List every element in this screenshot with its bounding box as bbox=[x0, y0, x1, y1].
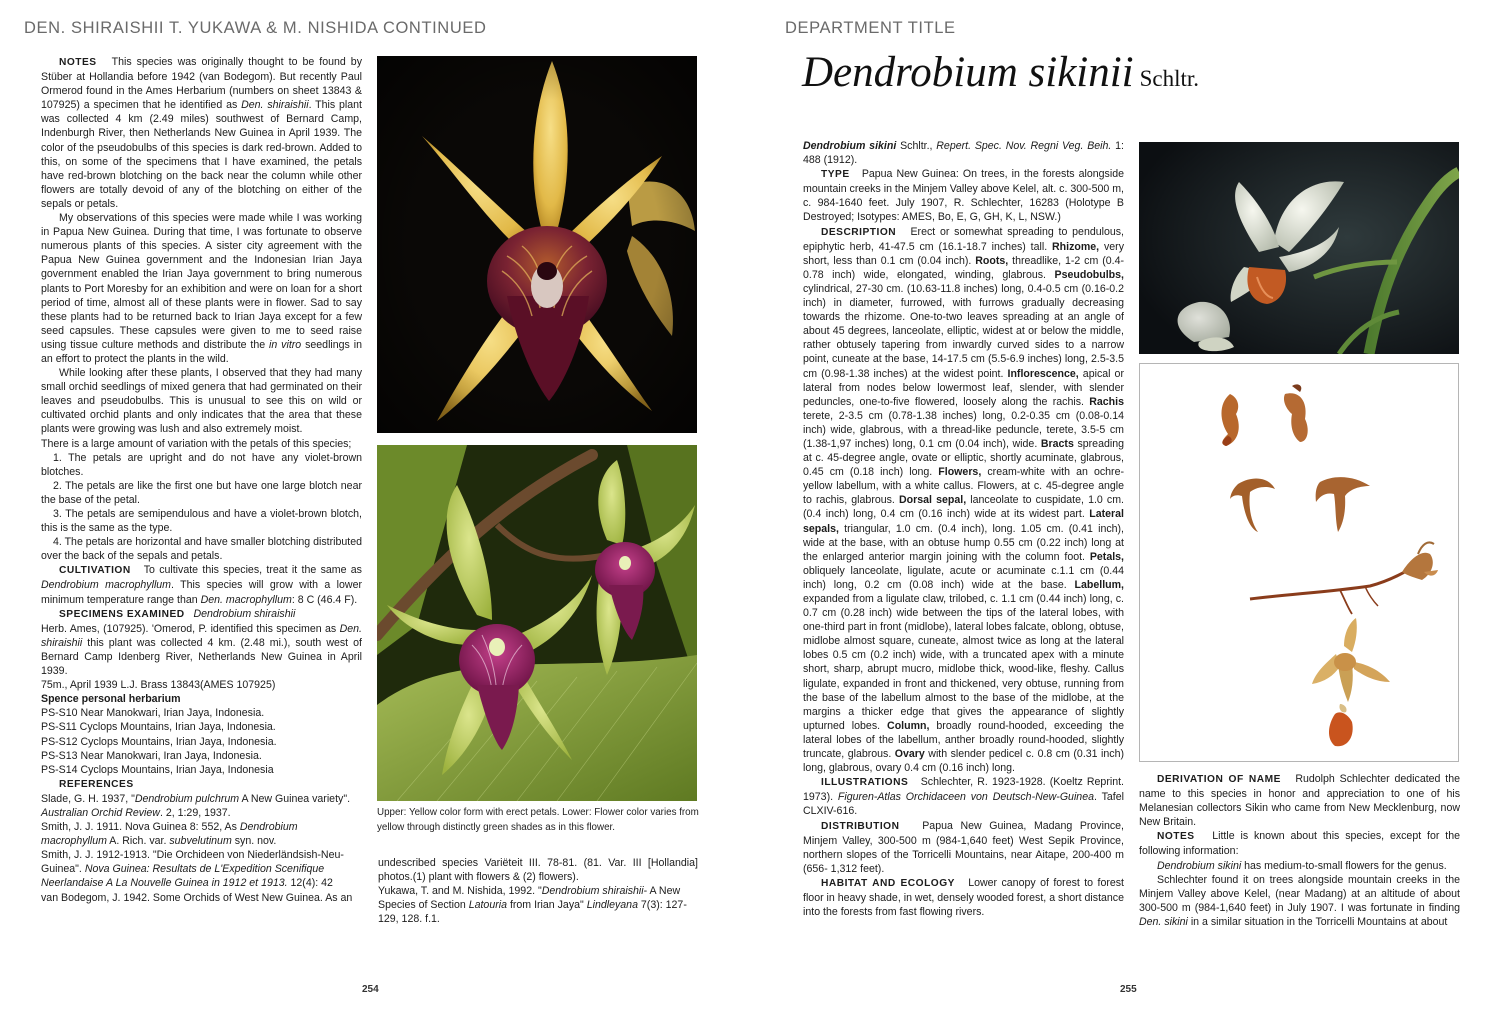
notes-paragraph-2: My observations of this species were made while I was working in Papua New Guinea. During that time, I was fortunate to observe numerous plants of this species. A sister city agreement with the Papua New Guinea government and the Indonesian Irian Jaya government enabled the Irian Jaya government to bring numerous plants to Port Moresby for an exhibition and were on loan for a short period of time, almost all of these plants were in flower. Sad to say these plants had to be returned back to Irian Jaya except for a few seed capsules. These capsules were given to me to seed raise using tissue culture methods and distribute the in vitro seedlings in an effort to protect the plants in the wild. bbox=[41, 212, 362, 365]
notes-paragraph: NOTES Little is known about this species, except for the following information: bbox=[1139, 830, 1460, 858]
notes-paragraph-3: Schlechter found it on trees alongside mountain creeks in the Minjem Valley above Kelel, (near Madang) at an altitude of about 300-500 m (984-1,640 feet) in July 1907. I was fortunate in finding Den. sikini in a similar situation in the Torricelli Mountains at about bbox=[1139, 873, 1460, 928]
distribution-paragraph: DISTRIBUTION Papua New Guinea, Madang Province, Minjem Valley, 300-500 m (984-1,640 feet) West Sepik Province, northern slopes of the Torricelli Mountains, near Aitape, 200-400 m (656- 1,312 feet). bbox=[803, 819, 1124, 875]
spence-item: PS-S13 Near Manokwari, Iran Jaya, Indonesia. bbox=[41, 749, 262, 762]
notes-paragraph-2: Dendrobium sikini has medium-to-small flowers for the genus. bbox=[1157, 859, 1447, 872]
habitat-paragraph: HABITAT AND ECOLOGY Lower canopy of forest to forest floor in heavy shade, in wet, densely wooded forest, a short distance into the forests from fast flowing rivers. bbox=[803, 876, 1124, 919]
reference-continued: undescribed species Variëteit III. 78-81. (81. Var. III [Hollandia] photos.(1) plant with flowers & (2) flowers). bbox=[378, 857, 698, 884]
specimens-paragraph: Herb. Ames, (107925). 'Omerod, P. identified this specimen as Den. shiraishii this plant was collected 4 km. (2.48 mi.), south west of Bernard Camp Idenberg River, Netherlands New Guinea in April 1939. bbox=[41, 622, 362, 678]
sikinii-flower-photo bbox=[1139, 142, 1459, 354]
spence-item: PS-S10 Near Manokwari, Irian Jaya, Indonesia. bbox=[41, 707, 265, 720]
variation-item: 2. The petals are like the first one but have one large blotch near the base of the petal. bbox=[41, 479, 362, 506]
reference-item: Yukawa, T. and M. Nishida, 1992. "Dendrobium shiraishii- A New Species of Section Latouria from Irian Jaya" Lindleyana 7(3): 127-129, 128. f.1. bbox=[378, 885, 687, 926]
reference-item: van Bodegom, J. 1942. Some Orchids of West New Guinea. As an bbox=[41, 891, 353, 904]
yellow-orchid-illustration bbox=[377, 56, 697, 433]
running-head-left: DEN. SHIRAISHII T. YUKAWA & M. NISHIDA CONTINUED bbox=[24, 19, 487, 37]
variation-item: 1. The petals are upright and do not have any violet-brown blotches. bbox=[41, 451, 362, 478]
derivation-paragraph: DERIVATION OF NAME Rudolph Schlechter dedicated the name to this species in honor and appreciation to one of his Melanesian collectors Sikin who came from New Mecklenburg, now New Britain. bbox=[1139, 773, 1460, 829]
notes-paragraph-4: There is a large amount of variation with the petals of this species; bbox=[41, 437, 352, 450]
green-orchid-photo bbox=[377, 445, 697, 801]
cultivation-paragraph: CULTIVATION To cultivate this species, treat it the same as Dendrobium macrophyllum. This species will grow with a lower minimum temperature range than Den. macrophyllum: 8 C (46.4 F). bbox=[41, 564, 362, 606]
variation-item: 4. The petals are horizontal and have smaller blotching distributed over the back of the sepals and petals. bbox=[41, 536, 362, 563]
yellow-orchid-photo bbox=[377, 56, 697, 433]
herbarium-specimen-plate bbox=[1139, 363, 1459, 762]
spence-heading: Spence personal herbarium bbox=[41, 693, 181, 706]
left-continued-column bbox=[378, 856, 698, 926]
right-lower-column bbox=[1139, 772, 1460, 929]
specimens-brass: 75m., April 1939 L.J. Brass 13843(AMES 107925) bbox=[41, 679, 276, 692]
green-orchid-illustration bbox=[377, 445, 697, 801]
species-title bbox=[802, 48, 1199, 97]
notes-paragraph-3: While looking after these plants, I observed that they had many small orchid seedlings of mixed genera that had germinated on their leaves and pseudobulbs. This is unusual to see this on wild or cultivated orchid plants and only indicates that the area that these plants were growing was lush and also extremely moist. bbox=[41, 367, 362, 436]
right-text-column bbox=[803, 139, 1124, 919]
spence-item: PS-S14 Cyclops Mountains, Irian Jaya, Indonesia bbox=[41, 763, 274, 776]
variation-item: 3. The petals are semipendulous and have a violet-brown blotch, this is the same as the type. bbox=[41, 508, 362, 535]
synonym-paragraph: Dendrobium sikini Schltr., Repert. Spec. Nov. Regni Veg. Beih. 1: 488 (1912). bbox=[803, 140, 1124, 167]
reference-item: Smith, J. J. 1912-1913. "Die Orchideen von Niederländsish-Neu-Guinea". Nova Guinea: Resultats de L'Expedition Scenifique Neerlandaise A La Nouvelle Guinea in 1912 et 1913. 12(4): 42 bbox=[41, 849, 344, 890]
left-text-column bbox=[41, 55, 362, 905]
page-number-right: 255 bbox=[1120, 984, 1137, 995]
notes-paragraph-1: NOTES This species was originally thought to be found by Stüber at Hollandia before 1942 (van Bodegom). But recently Paul Ormerod found in the Ames Herbarium (numbers on sheet 13843 & 107925) a specimen that he identified as Den. shiraishii. This plant was collected 4 km (2.49 miles) southwest of Bernard Camp, Indenburgh River, then Netherlands New Guinea in April 1939. The color of the pseudobulbs of this species is dark red-brown. Added to this, on some of the specimens that I have examined, the petals have red-brown blotching on the back near the column while other flowers are totally devoid of any of the blotching on either of the sepals or petals. bbox=[41, 56, 362, 210]
right-page bbox=[750, 0, 1500, 1020]
spence-item: PS-S12 Cyclops Mountains, Irian Jaya, Indonesia. bbox=[41, 735, 277, 748]
type-paragraph: TYPE Papua New Guinea: On trees, in the forests alongside mountain creeks in the Minjem Valley above Kelel, alt. c. 300-500 m, c. 984-1640 feet. July 1907, R. Schlechter, 16283 (Holotype B Destroyed; Isotypes: AMES, Bo, E, G, GH, K, L, NSW.) bbox=[803, 168, 1124, 224]
species-name: Dendrobium sikinii bbox=[802, 49, 1134, 96]
spence-item: PS-S11 Cyclops Mountains, Irian Jaya, Indonesia. bbox=[41, 721, 276, 734]
running-head-right: DEPARTMENT TITLE bbox=[785, 19, 956, 37]
reference-item: Slade, G. H. 1937, "Dendrobium pulchrum A New Guinea variety". Australian Orchid Review. 2, 1:29, 1937. bbox=[41, 792, 351, 819]
notes-heading: NOTES bbox=[59, 57, 97, 68]
description-paragraph: DESCRIPTION Erect or somewhat spreading to pendulous, epiphytic herb, 41-47.5 cm (16.1-18.7 inches) tall. Rhizome, very short, less than 0.1 cm (0.04 inch). Roots, threadlike, 1-2 cm (0.4- 0.78 inch) wide, elongated, winding, glabrous. Pseudobulbs, cylindrical, 27-30 cm. (10.63-11.8 inches) long, 0.4-0.5 cm (0.16-0.2 inch) in diameter, furrowed, with furrows gradually decreasing towards the rhizome. One-to-two leaves spreading at an angle of about 45 degrees, lanceolate, elliptic, widest at or below the middle, rather obtusely tapering from inwardly curved sides to a narrow point, cuneate at the base, 14-17.5 cm (5.5-6.9 inches) long, 2.5-3.5 cm (0.98-1.38 inches) at the widest point. Inflorescence, apical or lateral from nodes below lowermost leaf, slender, with slender peduncles, one-to-five flowered, loosely along the rachis. Rachis terete, 2-3.5 cm (0.78-1.38 inches) long, 0.2-0.35 cm (0.08-0.14 inch) wide, glabrous, with a thread-like peduncle, terete, 3.5-5 cm (1.38-1,97 inches) long, 0.1 cm (0.04 inch), wide. Bracts spreading at c. 45-degree angle, ovate or elliptic, shortly acuminate, glabrous, 0.45 cm (0.18 inch) long. Flowers, cream-white with an ochre-yellow labellum, with a white callus. Flowers, at c. 45-degree angle to rachis, glabrous. Dorsal sepal, lanceolate to cuspidate, 1.0 cm. (0.4 inch) long, 0.4 cm (0.16 inch) wide at its widest part. Lateral sepals, triangular, 1.0 cm. (0.4 inch), long. 1.05 cm. (0.41 inch), wide at the base, with an obtuse hump 0.55 cm (0.22 inch) long at the enlarged anterior margin joining with the column foot. Petals, obliquely lanceolate, ligulate, acute or acuminate c.1.1 cm (0.44 inch) long, 0.2 cm (0.08 inch) wide at the base. Labellum, expanded from a ligulate claw, trilobed, c. 1.1 cm (0.44 inch) long, c. 0.7 cm (0.28 inch) wide between the tips of the lateral lobes, with one-third part in front (midlobe), lateral lobes falcate, oblong, obtuse, midlobe almost square, cuneate, almost twice as long at the lateral lobes 0.5 cm (0.2 inch) wide, with a truncated apex with a minute short, sharp, abrupt mucro, midlobe thick, wood-like, fleshy. Callus ligulate, expanded in front and thickened, very obtuse, running from the base of the labellum almost to the base of the midlobe, at the margins a thicker edge that gives the appearance of slightly upturned lobes. Column, broadly round-hooded, exceeding the lateral lobes of the labellum, anther broadly round-hooded, slightly truncate, glabrous. Ovary with slender pedicel c. 0.8 cm (0.31 inch) long, glabrous, ovary 0.4 cm (0.16 inch) long. bbox=[803, 225, 1124, 775]
species-author: Schltr. bbox=[1139, 66, 1200, 91]
specimens-heading: SPECIMENS EXAMINED Dendrobium shiraishii bbox=[59, 607, 296, 620]
dried-specimen-illustration bbox=[1140, 364, 1458, 761]
page-number-left: 254 bbox=[362, 984, 379, 995]
reference-item: Smith, J. J. 1911. Nova Guinea 8: 552, As Dendrobium macrophyllum A. Rich. var. subvelutinum syn. nov. bbox=[41, 821, 298, 848]
references-heading: REFERENCES bbox=[59, 778, 134, 790]
photo-caption: Upper: Yellow color form with erect petals. Lower: Flower color varies from yellow through distinctly green shades as in this flower. bbox=[377, 807, 699, 833]
illustrations-paragraph: ILLUSTRATIONS Schlechter, R. 1923-1928. (Koeltz Reprint. 1973). Figuren-Atlas Orchidaceen von Deutsch-New-Guinea. Tafel CLXIV-616. bbox=[803, 776, 1124, 818]
sikinii-flower-illustration bbox=[1139, 142, 1459, 354]
